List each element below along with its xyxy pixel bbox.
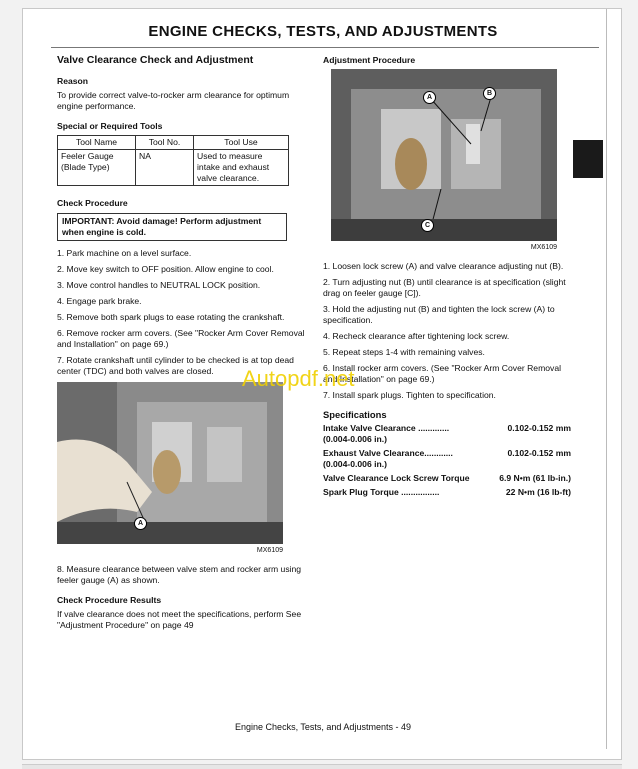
engine-photo-illustration (57, 382, 283, 544)
spec-row (323, 448, 571, 459)
list-item: 6. Install rocker arm covers. (See "Rocker Arm Cover Removal and Installation" on page 69.) (323, 363, 562, 384)
right-column (323, 55, 573, 498)
check-heading: Check Procedure (57, 198, 128, 208)
list-item: 3. Hold the adjusting nut (B) and tighten the lock screw (A) to specification. (323, 304, 555, 325)
page-title: ENGINE CHECKS, TESTS, AND ADJUSTMENTS (148, 23, 498, 40)
results-heading: Check Procedure Results (57, 595, 162, 605)
tool-name-cell: Feeler Gauge (Blade Type) (58, 150, 136, 186)
adjust-steps (323, 261, 573, 401)
page-footer: Engine Checks, Tests, and Adjustments - 49 (235, 722, 411, 732)
list-item: 6. Remove rocker arm covers. (See "Rocker Arm Cover Removal and Installation" on page 69.) (57, 328, 305, 349)
left-column (57, 55, 307, 640)
check-steps (57, 248, 307, 377)
spec-sub: (0.004-0.006 in.) (323, 459, 388, 469)
table-row (58, 150, 289, 186)
list-item: 3. Move control handles to NEUTRAL LOCK position. (57, 280, 261, 290)
header-rule (51, 47, 599, 48)
tools-header-number: Tool No. (136, 136, 194, 150)
reason-heading: Reason (57, 76, 89, 86)
step-8: 8. Measure clearance between valve stem and rocker arm using feeler gauge (A) as shown. (57, 564, 302, 585)
list-item: 4. Engage park brake. (57, 296, 142, 306)
spec-row (323, 473, 571, 484)
tools-header-name: Tool Name (58, 136, 136, 150)
tool-number-cell: NA (136, 150, 194, 186)
callout-b: B (483, 87, 496, 100)
page-edge-line (606, 9, 607, 749)
photo-caption: MX6109 (530, 244, 557, 251)
tools-header-use: Tool Use (194, 136, 289, 150)
section-tab-marker (573, 140, 603, 178)
important-notice: IMPORTANT: Avoid damage! Perform adjustment when engine is cold. (57, 213, 287, 241)
feeler-gauge-photo (57, 382, 283, 544)
list-item: 1. Loosen lock screw (A) and valve clearance adjusting nut (B). (323, 261, 564, 271)
list-item: 2. Turn adjusting nut (B) until clearance is at specification (slight drag on feeler gauge [C]). (323, 277, 566, 298)
spec-value: 6.9 N•m (61 lb-in.) (499, 473, 571, 483)
section-title: Valve Clearance Check and Adjustment (57, 54, 254, 66)
spec-label: Valve Clearance Lock Screw Torque (323, 473, 470, 483)
engine-photo-illustration (331, 69, 557, 241)
spec-value: 22 N•m (16 lb-ft) (505, 487, 571, 497)
tool-use-cell: Used to measure intake and exhaust valve clearance. (194, 150, 289, 186)
list-item: 5. Repeat steps 1-4 with remaining valves. (323, 347, 485, 357)
watermark-text: Autopdf.net (242, 366, 355, 391)
adjust-heading: Adjustment Procedure (323, 55, 416, 65)
spec-label: Exhaust Valve Clearance............ (323, 448, 453, 458)
spec-row (323, 423, 571, 434)
photo-caption: MX6109 (256, 547, 283, 554)
list-item: 5. Remove both spark plugs to ease rotating the crankshaft. (57, 312, 285, 322)
callout-a: A (134, 517, 147, 530)
list-item: 1. Park machine on a level surface. (57, 248, 192, 258)
spec-label: Spark Plug Torque ................ (323, 487, 440, 497)
callout-a: A (423, 91, 436, 104)
spec-label: Intake Valve Clearance ............. (323, 423, 450, 433)
results-text: If valve clearance does not meet the specifications, perform See "Adjustment Procedure" on page 49 (57, 609, 302, 630)
viewer-bottom-bar (22, 764, 622, 769)
list-item: 4. Recheck clearance after tightening lock screw. (323, 331, 510, 341)
spec-value: 0.102-0.152 mm (507, 423, 571, 433)
list-item: 7. Rotate crankshaft until cylinder to be checked is at top dead center (TDC) and both valves are closed. (57, 355, 294, 376)
spec-sub: (0.004-0.006 in.) (323, 434, 388, 444)
callout-c: C (421, 219, 434, 232)
reason-text: To provide correct valve-to-rocker arm clearance for optimum engine performance. (57, 90, 290, 111)
spec-heading: Specifications (323, 409, 387, 420)
list-item: 2. Move key switch to OFF position. Allow engine to cool. (57, 264, 274, 274)
adjustment-photo (331, 69, 557, 241)
spec-value: 0.102-0.152 mm (507, 448, 571, 458)
spec-list (323, 423, 573, 498)
list-item: 7. Install spark plugs. Tighten to specification. (323, 390, 496, 400)
spec-row (323, 487, 571, 498)
tools-table (57, 135, 289, 186)
tools-heading: Special or Required Tools (57, 121, 163, 131)
